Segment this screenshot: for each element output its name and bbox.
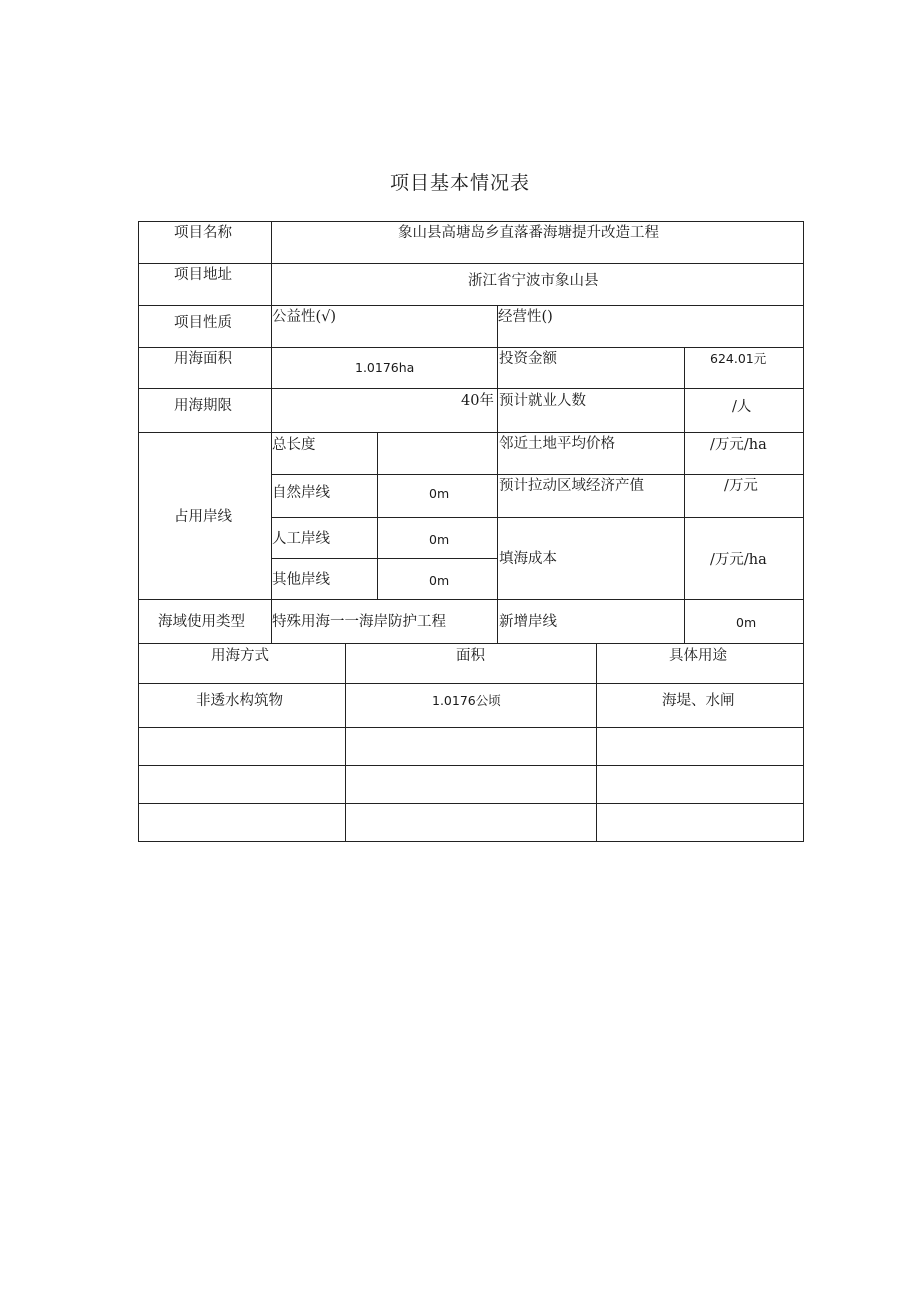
rule [138,683,804,684]
rule [596,643,597,842]
reclamation-cost-value: /万元/ha [710,552,767,568]
mode-row-usage: 海堤、水闸 [662,693,735,709]
sea-area-label: 用海面积 [174,351,232,367]
rule [271,474,804,475]
rule [138,432,804,433]
mode-header-usage: 具体用途 [669,648,727,664]
reclamation-cost-label: 填海成本 [499,551,557,567]
artificial-shoreline-value: 0m [429,532,450,547]
artificial-shoreline-label: 人工岸线 [272,531,330,547]
rule [138,221,804,222]
rule [684,347,685,644]
new-shoreline-label: 新增岸线 [499,614,557,630]
project-address-value: 浙江省宁波市象山县 [468,273,599,289]
land-price-label: 邻近土地平均价格 [499,436,615,452]
rule [138,388,804,389]
project-name-label: 项目名称 [174,225,232,241]
rule [138,347,804,348]
sea-use-type-label: 海域使用类型 [158,614,245,630]
rule [345,643,346,842]
mode-header-area: 面积 [456,648,485,664]
project-address-label: 项目地址 [174,267,232,283]
rule [138,263,804,264]
rule [138,221,139,842]
rule [684,517,804,518]
project-nature-label: 项目性质 [174,315,232,331]
employment-value: /人 [732,399,752,415]
other-shoreline-label: 其他岸线 [272,572,330,588]
investment-value: 624.01元 [710,351,767,366]
rule [138,765,804,766]
project-name-value: 象山县高塘岛乡直落番海塘提升改造工程 [398,225,659,241]
rule [138,727,804,728]
rule [271,517,497,518]
mode-header-method: 用海方式 [211,648,269,664]
rule [803,221,804,842]
page-title: 项目基本情况表 [389,172,530,194]
investment-label: 投资金额 [499,351,557,367]
economic-output-value: /万元 [724,478,758,494]
total-length-label: 总长度 [272,437,316,453]
sea-use-period-label: 用海期限 [174,398,232,414]
new-shoreline-value: 0m [736,615,757,630]
other-shoreline-value: 0m [429,573,450,588]
rule [271,558,497,559]
employment-label: 预计就业人数 [499,393,586,409]
mode-row-area: 1.0176公顷 [432,693,501,708]
sea-use-type-value: 特殊用海一一海岸防护工程 [272,614,446,630]
occupied-shoreline-label: 占用岸线 [174,509,232,525]
economic-output-label: 预计拉动区域经济产值 [499,478,644,494]
rule [497,305,498,644]
rule [497,517,684,518]
rule [138,841,804,842]
natural-shoreline-label: 自然岸线 [272,485,330,501]
rule [138,643,804,644]
natural-shoreline-value: 0m [429,486,450,501]
nature-commercial-checkbox: 经营性() [498,309,553,325]
rule [138,305,804,306]
mode-row-method: 非透水构筑物 [196,693,283,709]
land-price-value: /万元/ha [710,437,767,453]
sea-area-value: 1.0176ha [355,360,415,375]
rule [138,599,804,600]
sea-use-period-value: 40年 [461,393,494,409]
rule [377,432,378,600]
rule [138,803,804,804]
nature-public-checkbox: 公益性(√) [272,309,337,325]
